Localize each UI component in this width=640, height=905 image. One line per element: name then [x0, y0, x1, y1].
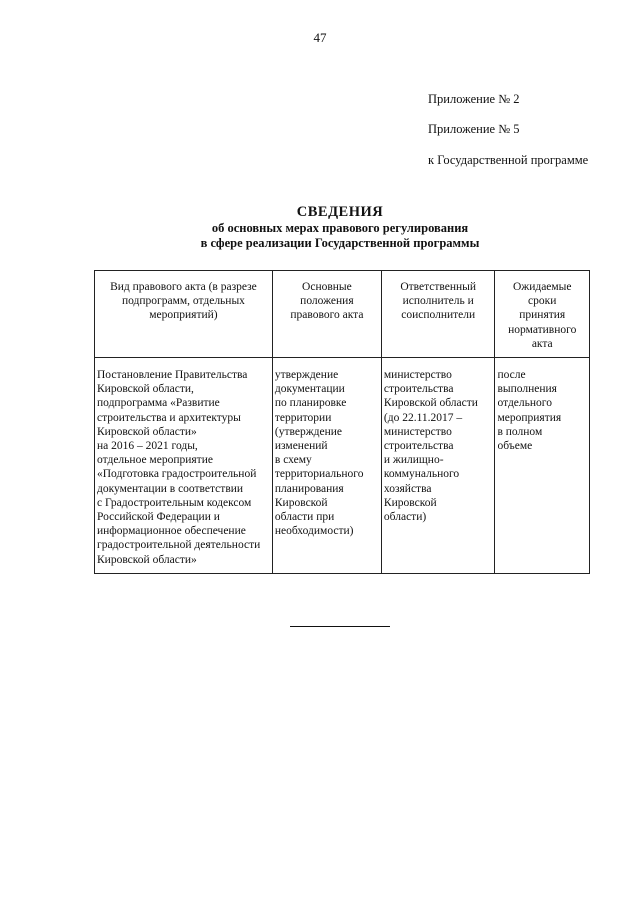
header-main-provisions — [272, 271, 381, 358]
header-act-type-text: Вид правового акта (в разрезе подпрограмм, отдельных мероприятий) — [110, 281, 257, 322]
cell-expected-dates — [495, 358, 590, 574]
cell-act-type-text: Постановление Правительства Кировской области, подпрограмма «Развитие строительства и архитектуры Кировской области» на 2016 – 2021 годы, отдельное мероприятие «Подготовка градостроительной документации в соответствии с Градостроительным кодексом Российской Федерации и информационное обеспечение градостроительной деятельности Кировской области» — [97, 369, 261, 566]
cell-expected-dates-text: после выполнения отдельного мероприятия в полном объеме — [497, 369, 562, 453]
document-title — [0, 204, 640, 251]
appendix-line-3: к Государственной программе — [428, 153, 589, 167]
closing-rule — [290, 626, 390, 627]
title-line-3: в сфере реализации Государственной программы — [200, 236, 480, 250]
appendix-line-2: Приложение № 5 — [428, 122, 520, 136]
cell-responsible-text: министерство строительства Кировской области (до 22.11.2017 – министерство строительства и жилищно- коммунального хозяйства Кировской области) — [383, 369, 478, 524]
header-main-provisions-text: Основные положения правового акта — [290, 281, 364, 322]
cell-main-provisions-text: утверждение документации по планировке территории (утверждение изменений в схему территориального планирования Кировской области при необходимости) — [274, 369, 364, 538]
appendix-line-1: Приложение № 2 — [428, 92, 520, 106]
header-expected-dates — [495, 271, 590, 358]
cell-responsible — [381, 358, 495, 574]
header-expected-dates-text: Ожидаемые сроки принятия нормативного акта — [508, 281, 577, 350]
table-row — [95, 358, 590, 574]
title-main: СВЕДЕНИЯ — [296, 204, 384, 220]
title-line-2: об основных мерах правового регулирования — [211, 221, 469, 235]
page-number: 47 — [313, 30, 327, 45]
header-act-type — [95, 271, 273, 358]
regulation-table — [94, 270, 590, 574]
header-responsible — [381, 271, 495, 358]
table-header-row — [95, 271, 590, 358]
cell-act-type — [95, 358, 273, 574]
cell-main-provisions — [272, 358, 381, 574]
header-responsible-text: Ответственный исполнитель и соисполнители — [400, 281, 477, 322]
